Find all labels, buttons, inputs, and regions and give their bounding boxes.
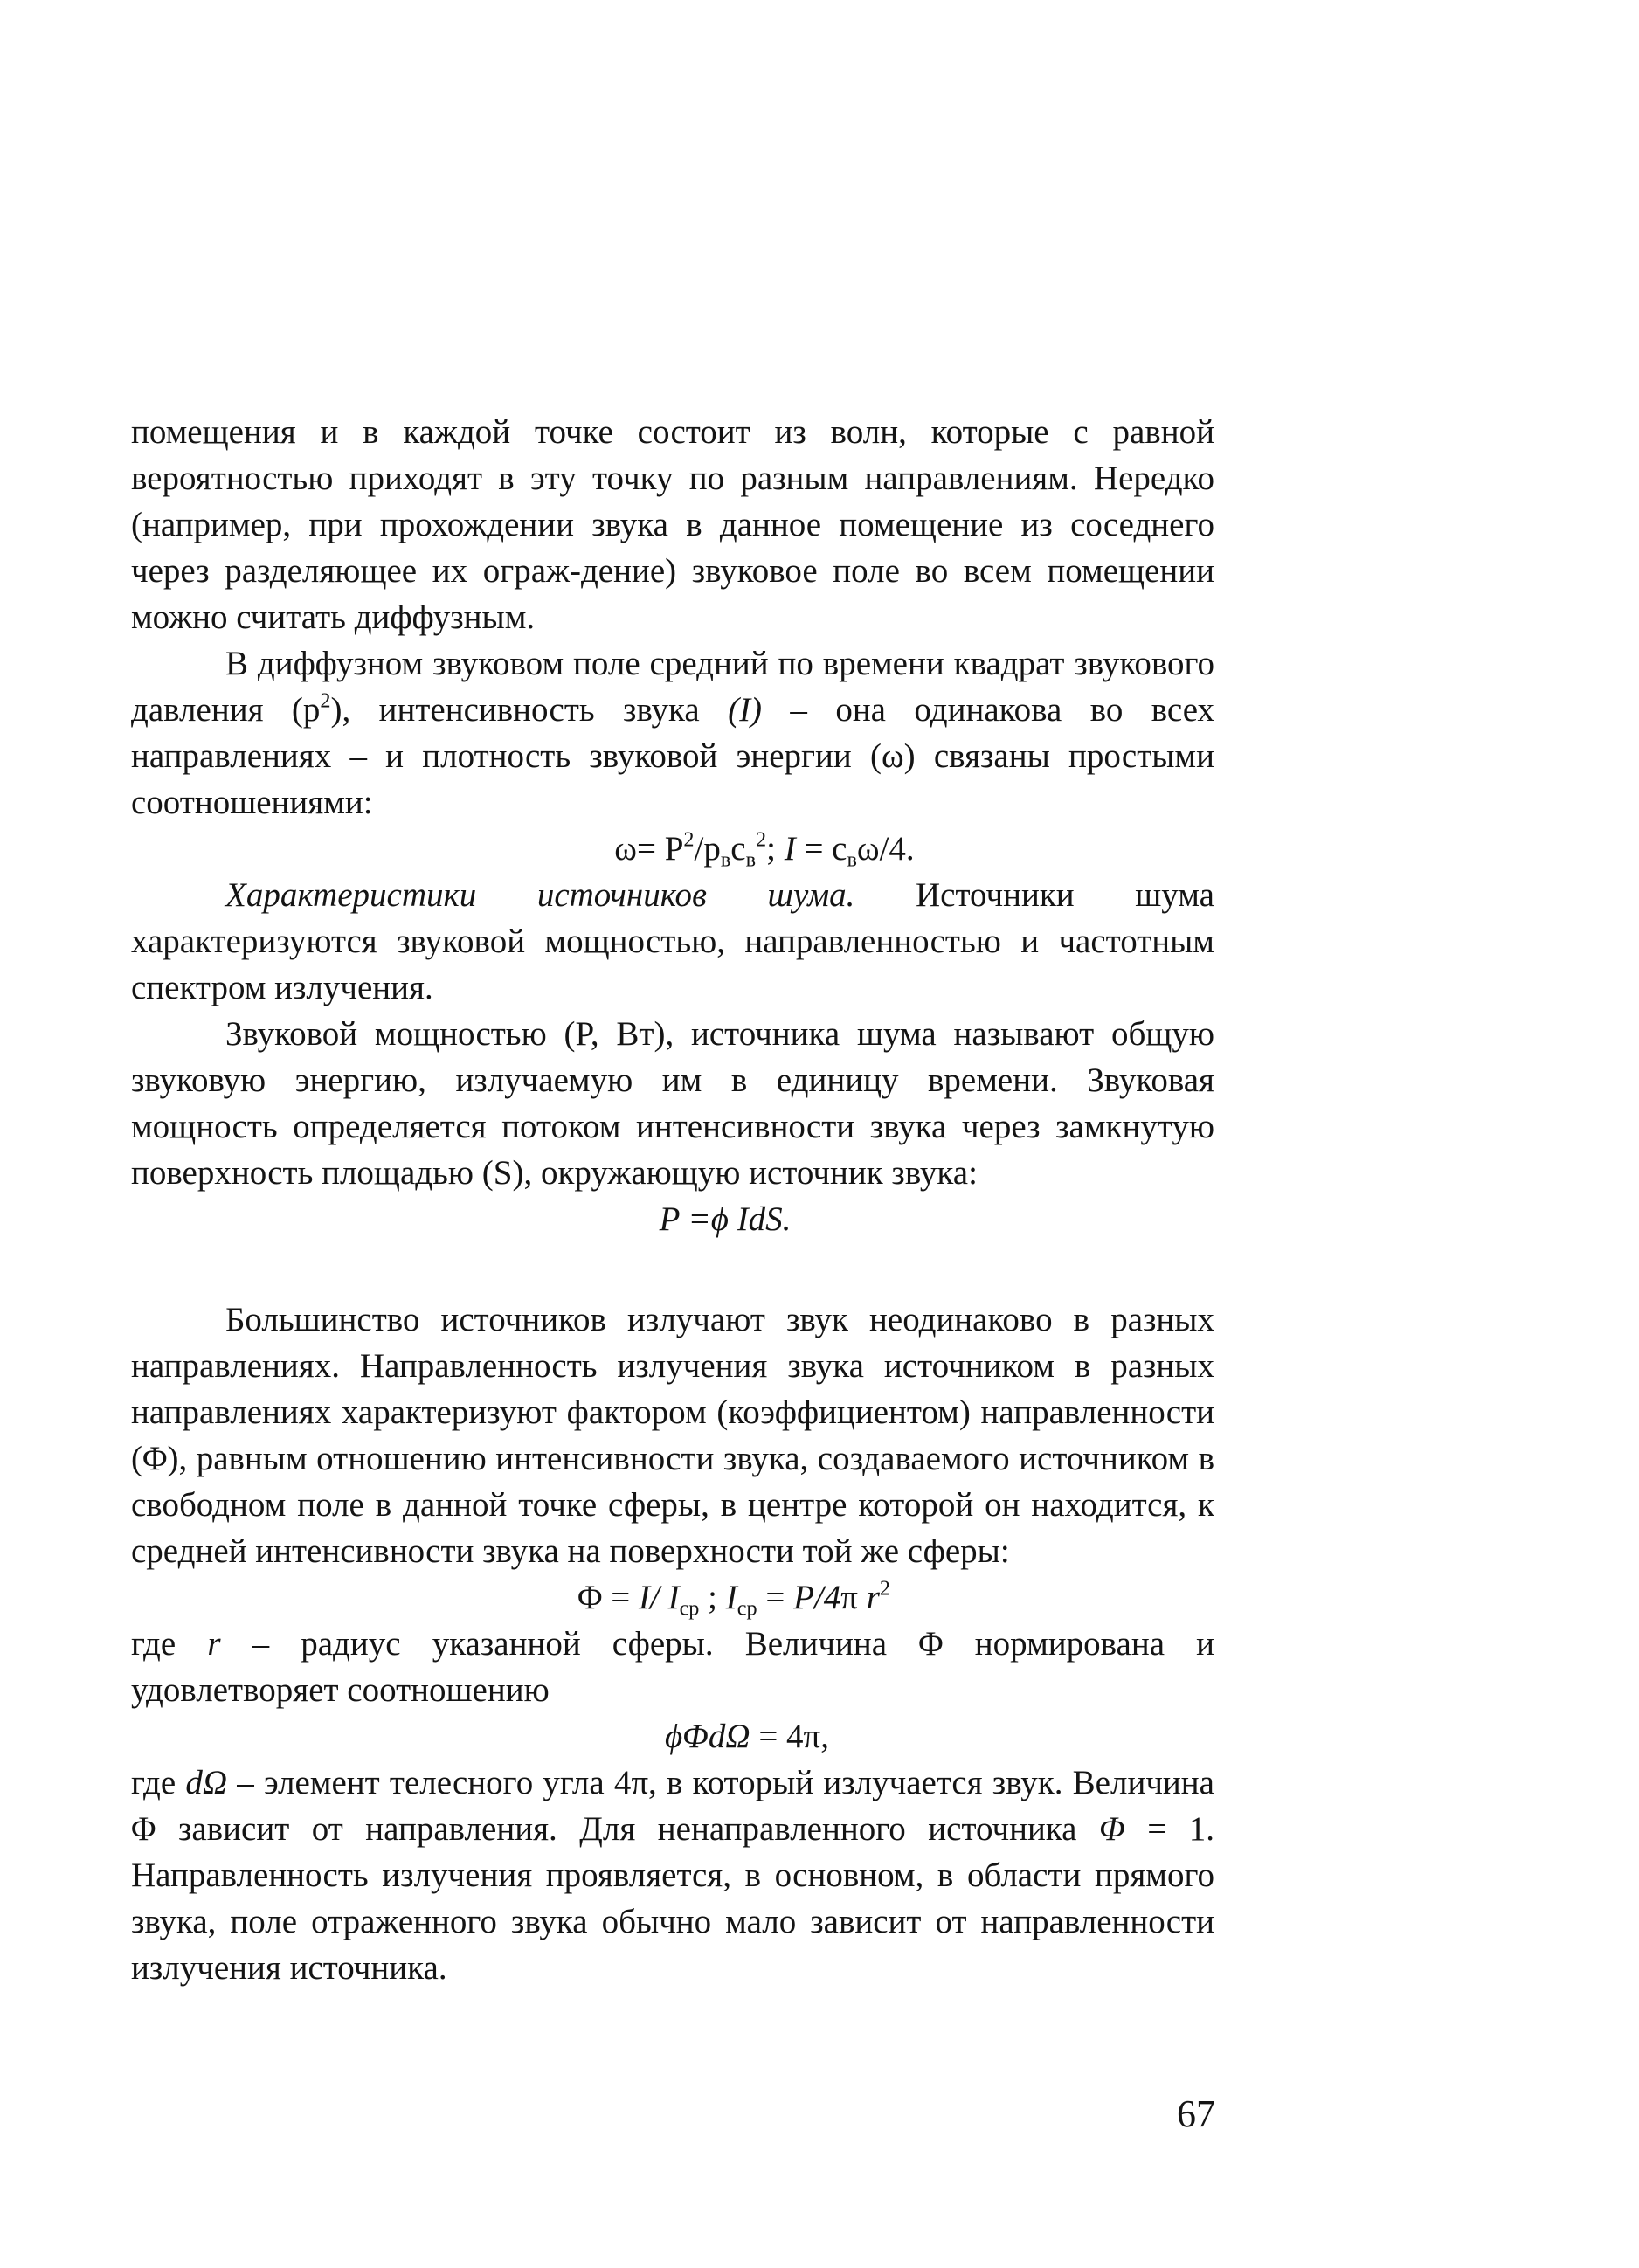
formula-part: ω= P	[614, 830, 684, 868]
superscript: 2	[756, 827, 767, 852]
text-run: – элемент телесного угла 4π, в который излучается звук. Величина Φ зависит от направления. Для ненаправленного источника	[131, 1764, 1214, 1848]
text-run: где	[131, 1625, 208, 1663]
italic-symbol: Φ	[1099, 1810, 1125, 1848]
italic-symbol: dΩ	[185, 1764, 228, 1801]
paragraph-solid-angle	[131, 1760, 1214, 1991]
italic-heading: Характеристики источников шума.	[225, 876, 855, 914]
italic-symbol: r	[866, 1579, 880, 1616]
formula-part: = c	[795, 830, 847, 868]
paragraph-diffuse-field-relations	[131, 640, 1214, 826]
formula-part: Φ =	[577, 1579, 640, 1616]
paragraph-radius-note	[131, 1621, 1214, 1713]
superscript: 2	[320, 688, 331, 713]
formula-part: ω/4.	[856, 830, 915, 868]
paragraph-directivity: Большинство источников излучают звук неодинаково в разных направлениях. Направленность излучения звука источником в разных направлениях характеризуют фактором (коэффициентом) направленности (Φ), равным отношению интенсивности звука, создаваемого источником в свободном поле в данной точке сферы, в центре которой он находится, к средней интенсивности звука на поверхности той же сферы:	[131, 1301, 1214, 1570]
formula-part: ;	[766, 830, 785, 868]
text-run: ), интенсивность звука	[330, 691, 729, 729]
superscript: 2	[879, 1576, 890, 1601]
text-run: = 1. Направленность излучения проявляется, в основном, в области прямого звука, поле отраженного звука обычно мало зависит от направленности излучения источника.	[131, 1810, 1214, 1987]
subscript: в	[745, 847, 756, 872]
formula-sound-power	[131, 1196, 1214, 1242]
italic-symbol: I/ I	[639, 1579, 680, 1616]
formula-directivity-factor	[131, 1574, 1214, 1621]
subscript: в	[720, 847, 731, 872]
text-run: где	[131, 1764, 186, 1801]
text-run: Источники шума характеризуются звуковой мощностью, направленностью и частотным спектром излучения.	[131, 876, 1214, 1006]
paragraph-diffuse-field-continued: помещения и в каждой точке состоит из волн, которые с равной вероятностью приходят в эту точку по разным направлениям. Нередко (например, при прохождении звука в данное помещение из соседнего через разделяющее их ограж-дение) звуковое поле во всем помещении можно считать диффузным.	[131, 413, 1214, 636]
formula-normalization	[131, 1713, 1214, 1760]
text-run: – радиус указанной сферы. Величина Φ нормирована и удовлетворяет соотношению	[131, 1625, 1214, 1709]
formula-text: P =ϕ IdS.	[659, 1200, 792, 1238]
paragraph-noise-source-characteristics	[131, 872, 1214, 1011]
paragraph-sound-power: Звуковой мощностью (P, Вт), источника шума называют общую звуковую энергию, излучаемую им в единицу времени. Звуковая мощность определяется потоком интенсивности звука через замкнутую поверхность площадью (S), окружающую источник звука:	[131, 1015, 1214, 1192]
superscript: 2	[683, 827, 695, 852]
page-number: 67	[1177, 2092, 1215, 2135]
text-run: – она одинакова во всех направлениях – и плотность звуковой энергии (ω) связаны простыми соотношениями:	[131, 691, 1215, 821]
page-body	[131, 409, 1214, 1991]
spacer	[131, 1242, 1214, 1296]
formula-energy-density	[131, 826, 1214, 872]
subscript: в	[847, 847, 857, 872]
italic-symbol: (I)	[728, 691, 763, 729]
subscript: ср	[737, 1596, 757, 1621]
formula-part: π	[840, 1579, 867, 1616]
formula-part: c	[730, 830, 746, 868]
formula-part: ;	[699, 1579, 726, 1616]
formula-part: =	[757, 1579, 794, 1616]
formula-part: = 4π,	[750, 1718, 829, 1755]
italic-symbol: ϕΦdΩ	[664, 1718, 750, 1755]
text-run: В диффузном звуковом поле средний по времени квадрат звукового давления (p	[131, 645, 1214, 729]
italic-symbol: P/4	[793, 1579, 841, 1616]
italic-symbol: I	[725, 1579, 737, 1616]
formula-part: /p	[694, 830, 721, 868]
italic-symbol: r	[207, 1625, 221, 1663]
subscript: ср	[679, 1596, 700, 1621]
italic-symbol: I	[784, 830, 796, 868]
